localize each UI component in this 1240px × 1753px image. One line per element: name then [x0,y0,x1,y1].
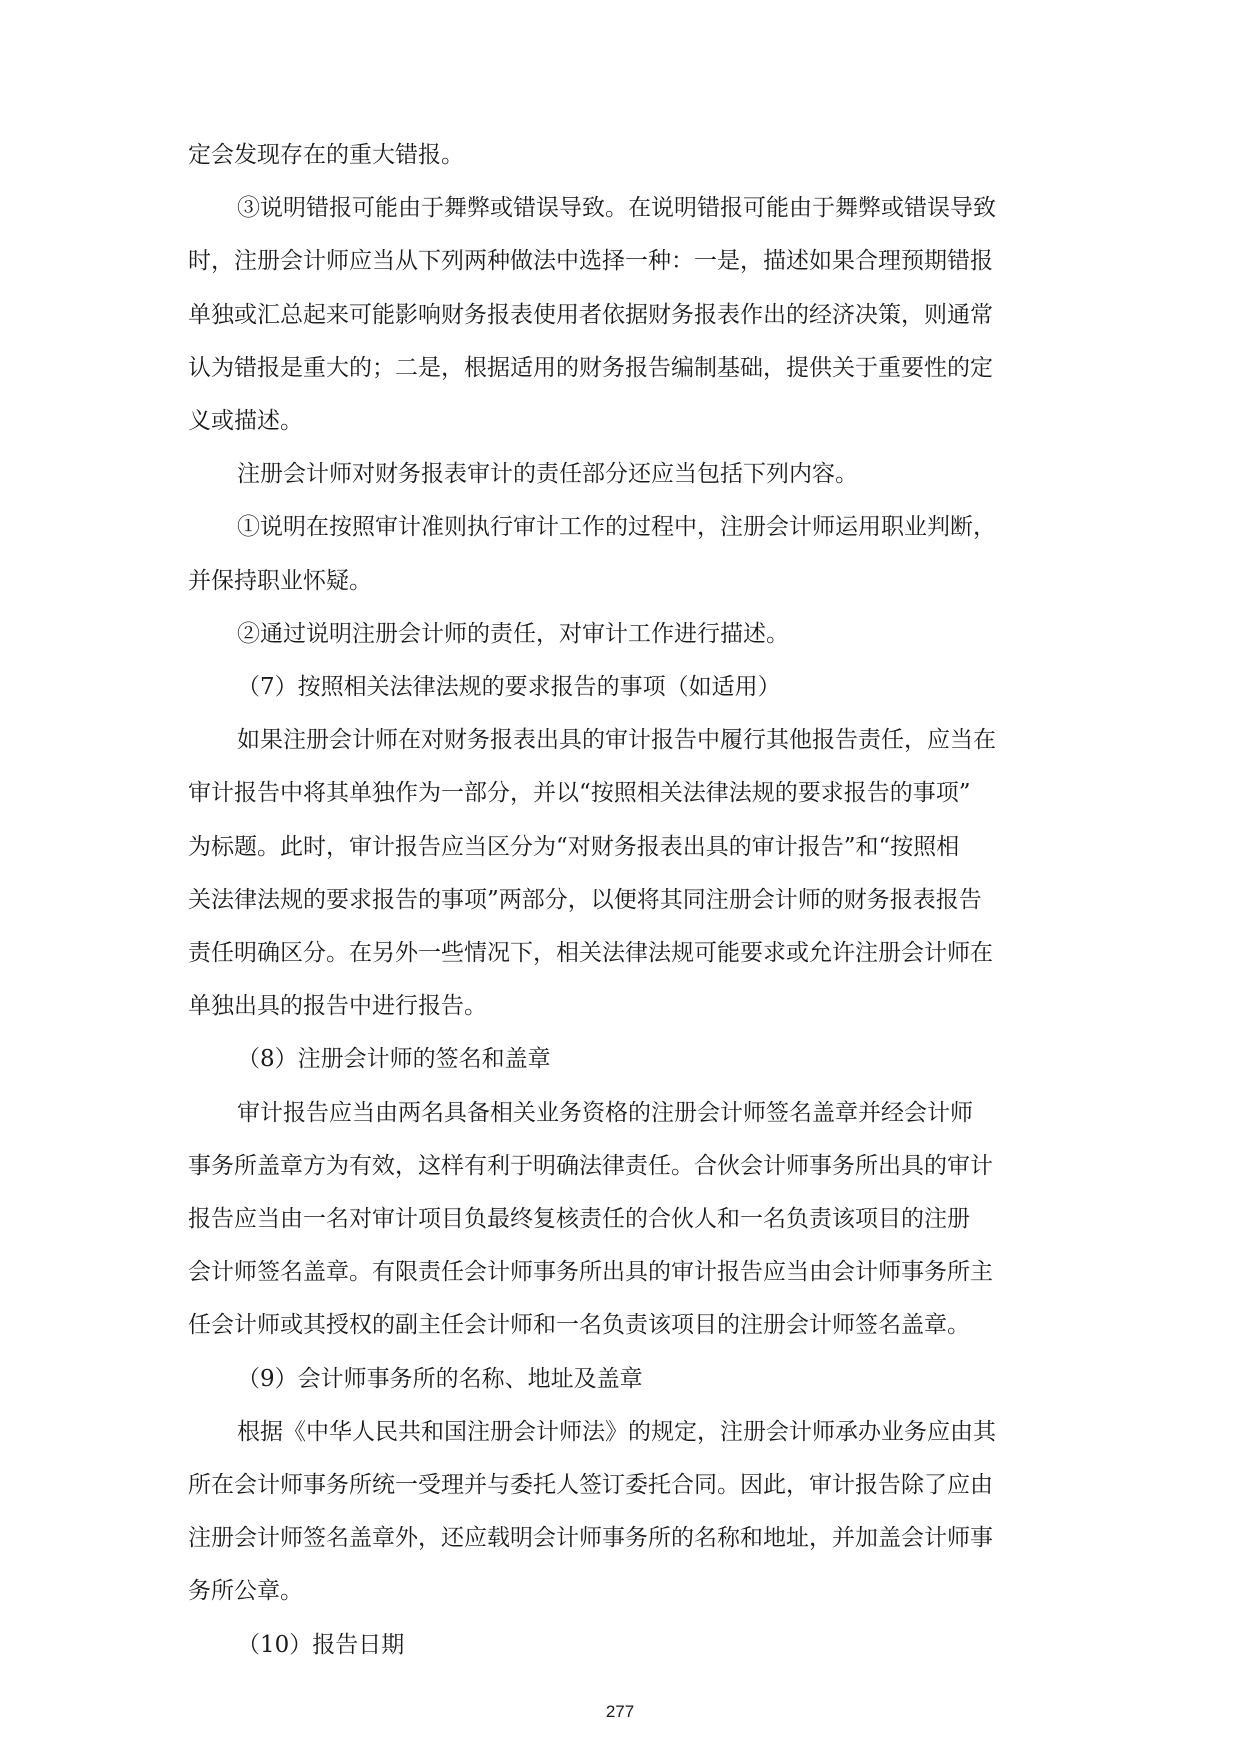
text-line: 定会发现存在的重大错报。 [188,142,464,168]
text-line: 报告应当由一名对审计项目负最终复核责任的合伙人和一名负责该项目的注册 [188,1206,970,1232]
text-line: 并保持职业怀疑。 [188,568,372,594]
text-line: 单独或汇总起来可能影响财务报表使用者依据财务报表作出的经济决策，则通常 [188,302,993,328]
text-line: 单独出具的报告中进行报告。 [188,993,487,1019]
section-heading: （7）按照相关法律法规的要求报告的事项（如适用） [237,674,781,700]
text-line: 会计师签名盖章。有限责任会计师事务所出具的审计报告应当由会计师事务所主 [188,1259,993,1285]
text-line: 所在会计师事务所统一受理并与委托人签订委托合同。因此，审计报告除了应由 [188,1472,993,1498]
text-line: 认为错报是重大的；二是，根据适用的财务报告编制基础，提供关于重要性的定 [188,355,993,381]
text-line: 时，注册会计师应当从下列两种做法中选择一种：一是，描述如果合理预期错报 [188,248,993,274]
text-line: 如果注册会计师在对财务报表出具的审计报告中履行其他报告责任，应当在 [237,727,996,753]
section-heading: （9）会计师事务所的名称、地址及盖章 [237,1366,643,1392]
text-line: 注册会计师签名盖章外，还应载明会计师事务所的名称和地址，并加盖会计师事 [188,1525,993,1551]
text-line: ③说明错报可能由于舞弊或错误导致。在说明错报可能由于舞弊或错误导致 [237,195,996,221]
text-line: 注册会计师对财务报表审计的责任部分还应当包括下列内容。 [237,461,858,487]
text-line: ①说明在按照审计准则执行审计工作的过程中，注册会计师运用职业判断， [237,514,996,540]
text-line: 义或描述。 [188,408,303,434]
text-line: 任会计师或其授权的副主任会计师和一名负责该项目的注册会计师签名盖章。 [188,1312,970,1338]
text-line: 务所公章。 [188,1578,303,1604]
text-line: 为标题。此时，审计报告应当区分为“对财务报表出具的审计报告”和“按照相 [188,834,960,860]
text-line: 事务所盖章方为有效，这样有利于明确法律责任。合伙会计师事务所出具的审计 [188,1153,993,1179]
text-line: 审计报告应当由两名具备相关业务资格的注册会计师签名盖章并经会计师 [237,1100,973,1126]
page-number: 277 [605,1702,635,1721]
text-line: 审计报告中将其单独作为一部分，并以“按照相关法律法规的要求报告的事项” [188,780,971,806]
text-line: 关法律法规的要求报告的事项”两部分，以便将其同注册会计师的财务报表报告 [188,887,982,913]
text-line: ②通过说明注册会计师的责任，对审计工作进行描述。 [237,621,789,647]
section-heading: （10）报告日期 [237,1632,405,1658]
text-line: 责任明确区分。在另外一些情况下，相关法律法规可能要求或允许注册会计师在 [188,940,993,966]
section-heading: （8）注册会计师的签名和盖章 [237,1046,551,1072]
text-line: 根据《中华人民共和国注册会计师法》的规定，注册会计师承办业务应由其 [237,1419,996,1445]
